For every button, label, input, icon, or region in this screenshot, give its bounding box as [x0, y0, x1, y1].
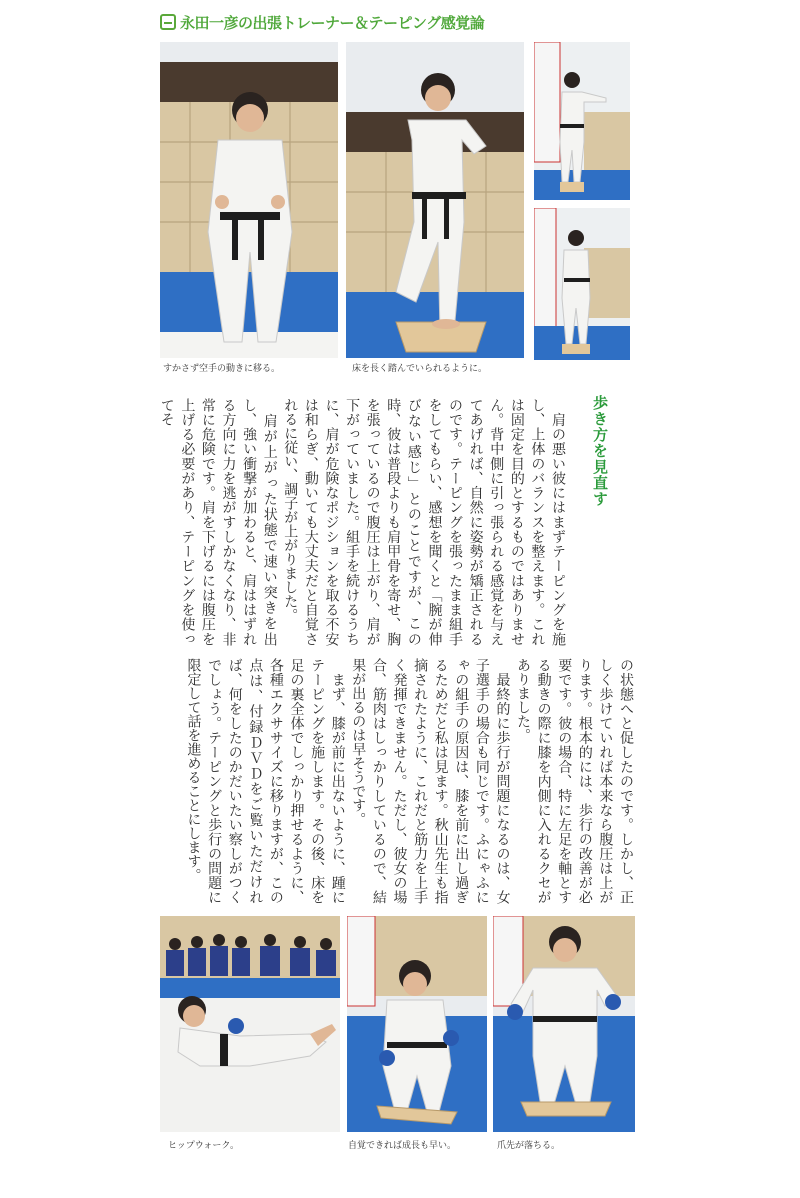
- photo-awareness: [347, 916, 487, 1132]
- toes-drop-illustration: [493, 916, 635, 1132]
- photo-toes-drop: [493, 916, 635, 1132]
- page-header: [160, 10, 484, 34]
- photo-small-bottom: [534, 208, 630, 360]
- small-bottom-illustration: [534, 208, 630, 360]
- photo-small-top: [534, 42, 630, 200]
- caption-hip-walk: ヒップウォーク。: [168, 1141, 240, 1151]
- board-balance-illustration: [346, 42, 524, 358]
- caption-photo2: 床を長く踏んでいられるように。: [352, 364, 488, 374]
- train-icon: [160, 14, 176, 30]
- awareness-illustration: [347, 916, 487, 1132]
- photo-karate-movement: [160, 42, 338, 358]
- caption-toes-drop: 爪先が落ちる。: [497, 1141, 561, 1151]
- article-column-1: 肩の悪い彼にはまずテーピングを施し、上体のバランスを整えます。これは固定を目的とするものではありません。背中側に引っ張られる感覚を与えてあげれば、自然に姿勢が矯正されるのです。テーピングを張ったまま組手をしてもらい、感想を聞くと「腕が伸びない感じ」とのことですが、この時、彼は普段よりも肩甲骨を寄せ、胸を張っているので腹圧は上がり、肩が下がっていました。組手を続けるうちに、肩が危険なポジションを取る不安は和らぎ、動いても大丈夫だと自覚されるに従い、調子が上がりました。 肩が上がった状態で速い突きを出し、強い衝撃が加わると、肩ははずれる方向に力を逃がすしかなくなり、非常に危険です。肩を下げるには腹圧を上げる必要があり、テーピングを使ってそ: [158, 398, 566, 646]
- article-column-2: の状態へと促したのです。しかし、正しく歩けていれば本来なら腹圧は上がります。根本的には、歩行の改善が必要です。彼の場合、特に左足を軸とする動きの際に膝を内側に入れるクセがありました。 最終的に歩行が問題になるのは、女子選手の場合も同じです。ふにゃふにゃの組手の原因は、膝を前に出し過ぎるためだと私は見ます。秋山先生も指摘されたように、これだと筋力を上手く発揮できません。ただし、彼女の場合、筋肉はしっかりしているので、結果が出るのは早そうです。 まず、膝が前に出ないように、踵にテーピングを施します。その後、床を足の裏全体でしっかり押せるように、各種エクササイズに移りますが、この点は、付録ＤＶＤをご覧いただければ、何をしたのかだいたい察しがつくでしょう。テーピングと歩行の問題に限定して話を進めることにします。: [185, 658, 634, 904]
- section-heading: 歩き方を見直す: [591, 395, 609, 507]
- photo-hip-walk: [160, 916, 340, 1132]
- hip-walk-illustration: [160, 916, 340, 1132]
- caption-photo1: すかさず空手の動きに移る。: [163, 364, 281, 374]
- karate-movement-illustration: [160, 42, 338, 358]
- page-title: 永田一彦の出張トレーナー＆テーピング感覚論: [180, 13, 485, 32]
- caption-awareness: 自覚できれば成長も早い。: [348, 1141, 457, 1151]
- small-top-illustration: [534, 42, 630, 200]
- photo-board-balance: [346, 42, 524, 358]
